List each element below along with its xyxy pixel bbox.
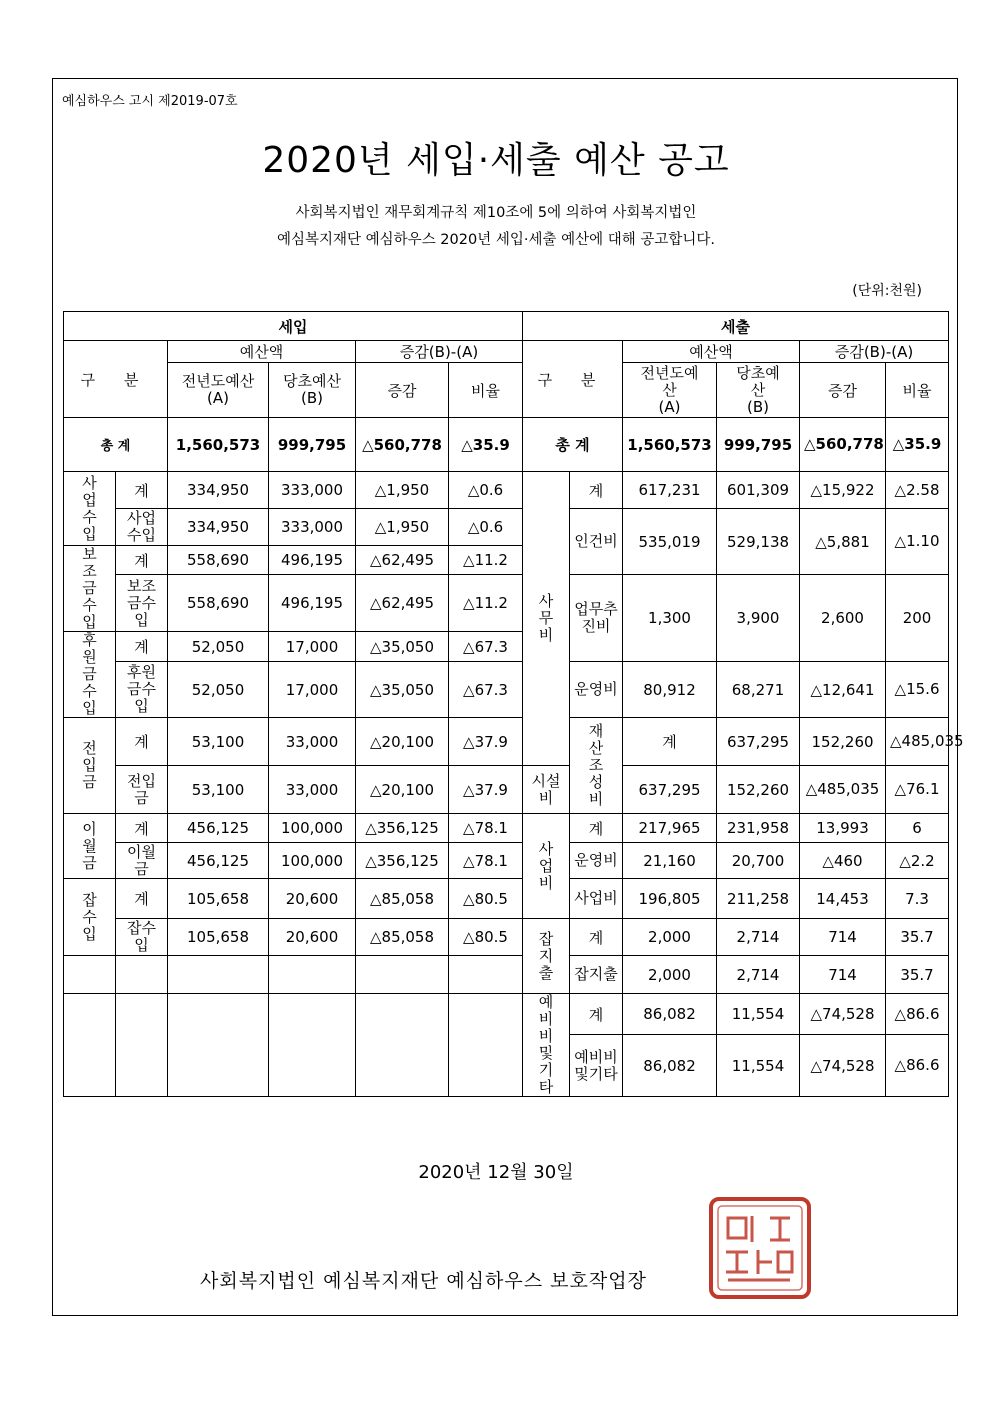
exp-ratio: 200 [886, 575, 949, 662]
exp-ratio: △86.6 [886, 994, 949, 1035]
rev-prev: 53,100 [168, 718, 269, 766]
exp-item-label: 계 [570, 919, 623, 956]
table-row [64, 994, 949, 1035]
exp-item-label: 예비비및기타 [570, 1035, 623, 1097]
exp-change: 14,453 [800, 879, 886, 919]
rev-ratio: △78.1 [449, 814, 523, 843]
exp-prev: 86,082 [623, 1035, 717, 1097]
exp-prev-header: 전년도예 산 (A) [623, 363, 717, 418]
exp-curr: 11,554 [717, 1035, 800, 1097]
rev-prev: 52,050 [168, 662, 269, 718]
exp-group-cell: 예 비 비 및 기 타 [523, 994, 570, 1097]
exp-ratio: 7.3 [886, 879, 949, 919]
rev-change: △35,050 [356, 632, 449, 662]
rev-change: △356,125 [356, 843, 449, 879]
exp-prev: 217,965 [623, 814, 717, 843]
table-row [64, 879, 949, 919]
exp-change-header: 증감 [800, 363, 886, 418]
rev-item-label: 사업수입 [116, 509, 168, 546]
empty-cell [168, 956, 269, 994]
rev-item-label: 계 [116, 879, 168, 919]
rev-prev: 53,100 [168, 766, 269, 814]
exp-curr-header: 당초예 산 (B) [717, 363, 800, 418]
rev-change: △20,100 [356, 718, 449, 766]
empty-cell [269, 994, 356, 1097]
exp-curr: 3,900 [717, 575, 800, 662]
rev-curr: 33,000 [269, 766, 356, 814]
rev-ratio-header: 비율 [449, 363, 523, 418]
exp-group-cell: 사 무 비 [523, 472, 570, 766]
exp-ratio: 35.7 [886, 956, 949, 994]
exp-group-cell: 재 산 조 성 비 [570, 718, 623, 814]
exp-change: △12,641 [800, 662, 886, 718]
exp-curr: 152,260 [717, 766, 800, 814]
rev-ratio: △80.5 [449, 879, 523, 919]
table-row [64, 662, 949, 718]
rev-group-cell: 후 원 금 수 입 [64, 632, 116, 718]
exp-item-label: 업무추진비 [570, 575, 623, 662]
exp-prev: 637,295 [717, 718, 800, 766]
exp-change: △74,528 [800, 994, 886, 1035]
empty-cell [64, 994, 116, 1097]
rev-budget-header: 예산액 [168, 341, 356, 363]
rev-item-label: 계 [116, 814, 168, 843]
exp-ratio: 35.7 [886, 919, 949, 956]
rev-curr: 333,000 [269, 509, 356, 546]
rev-prev: 456,125 [168, 843, 269, 879]
exp-item-label: 운영비 [570, 662, 623, 718]
exp-prev: 21,160 [623, 843, 717, 879]
exp-curr: 2,714 [717, 919, 800, 956]
intro-text [0, 200, 992, 254]
rev-change: △1,950 [356, 472, 449, 509]
header-row-1 [64, 312, 949, 341]
exp-change: 2,600 [800, 575, 886, 662]
rev-item-label: 후원금수입 [116, 662, 168, 718]
table-row [64, 919, 949, 956]
rev-item-label: 잡수입 [116, 919, 168, 956]
seal-glyphs [726, 1216, 792, 1280]
exp-change: △485,035 [800, 766, 886, 814]
rev-item-label: 계 [116, 472, 168, 509]
rev-group-cell: 사 업 수 입 [64, 472, 116, 546]
table-row [64, 575, 949, 632]
empty-cell [64, 956, 116, 994]
exp-total-change: △560,778 [800, 418, 886, 472]
exp-change: △74,528 [800, 1035, 886, 1097]
rev-ratio: △11.2 [449, 546, 523, 575]
rev-ratio: △11.2 [449, 575, 523, 632]
exp-group-cell: 잡 지 출 [523, 919, 570, 994]
exp-ratio: △2.2 [886, 843, 949, 879]
exp-change: △5,881 [800, 509, 886, 575]
rev-total-curr: 999,795 [269, 418, 356, 472]
empty-cell [116, 956, 168, 994]
exp-total-ratio: △35.9 [886, 418, 949, 472]
expense-header: 세출 [523, 312, 949, 341]
exp-prev: 86,082 [623, 994, 717, 1035]
unit-label: (단위:천원) [852, 283, 922, 299]
rev-ratio: △67.3 [449, 662, 523, 718]
rev-total-ratio: △35.9 [449, 418, 523, 472]
rev-change: △62,495 [356, 546, 449, 575]
empty-cell [168, 994, 269, 1097]
exp-curr: 68,271 [717, 662, 800, 718]
rev-total-label: 총 계 [64, 418, 168, 472]
empty-cell [449, 956, 523, 994]
exp-change: 13,993 [800, 814, 886, 843]
notice-number: 예심하우스 고시 제2019-07호 [62, 94, 238, 109]
rev-change: △85,058 [356, 919, 449, 956]
exp-item-label: 잡지출 [570, 956, 623, 994]
exp-item-label: 계 [570, 994, 623, 1035]
rev-item-label: 이월금 [116, 843, 168, 879]
exp-item-label: 계 [570, 472, 623, 509]
rev-curr: 17,000 [269, 662, 356, 718]
exp-curr: 601,309 [717, 472, 800, 509]
exp-curr: 231,958 [717, 814, 800, 843]
rev-change: △356,125 [356, 814, 449, 843]
exp-change: △15,922 [800, 472, 886, 509]
total-row [64, 418, 949, 472]
rev-diff-header: 증감(B)-(A) [356, 341, 523, 363]
exp-prev: 2,000 [623, 919, 717, 956]
exp-prev: 535,019 [623, 509, 717, 575]
rev-prev: 52,050 [168, 632, 269, 662]
exp-curr: 211,258 [717, 879, 800, 919]
rev-category-header: 구 분 [64, 341, 168, 418]
intro-line-1: 사회복지법인 재무회계규칙 제10조에 5에 의하여 사회복지법인 [295, 205, 697, 221]
exp-curr: 11,554 [717, 994, 800, 1035]
rev-item-label: 계 [116, 546, 168, 575]
rev-prev-header: 전년도예산 (A) [168, 363, 269, 418]
exp-diff-header: 증감(B)-(A) [800, 341, 949, 363]
rev-ratio: △67.3 [449, 632, 523, 662]
exp-curr: 2,714 [717, 956, 800, 994]
rev-prev: 105,658 [168, 919, 269, 956]
rev-curr-header: 당초예산 (B) [269, 363, 356, 418]
rev-item-label: 계 [116, 718, 168, 766]
exp-item-label: 계 [623, 718, 717, 766]
empty-cell [356, 994, 449, 1097]
table-row [64, 766, 949, 814]
rev-curr: 496,195 [269, 575, 356, 632]
exp-budget-header: 예산액 [623, 341, 800, 363]
rev-group-cell: 전 입 금 [64, 718, 116, 814]
rev-prev: 558,690 [168, 546, 269, 575]
rev-curr: 20,600 [269, 919, 356, 956]
exp-prev: 637,295 [623, 766, 717, 814]
budget-table [63, 311, 964, 1097]
table-row [64, 814, 949, 843]
rev-curr: 100,000 [269, 843, 356, 879]
rev-ratio: △0.6 [449, 509, 523, 546]
exp-prev: 2,000 [623, 956, 717, 994]
empty-cell [356, 956, 449, 994]
exp-ratio: 6 [886, 814, 949, 843]
exp-total-prev: 1,560,573 [623, 418, 717, 472]
rev-group-cell: 잡 수 입 [64, 879, 116, 956]
exp-item-label: 인건비 [570, 509, 623, 575]
seal-border [711, 1199, 809, 1297]
rev-change: △1,950 [356, 509, 449, 546]
exp-item-label: 사업비 [570, 879, 623, 919]
rev-prev: 105,658 [168, 879, 269, 919]
rev-change: △35,050 [356, 662, 449, 718]
exp-item-label: 시설비 [523, 766, 570, 814]
exp-total-curr: 999,795 [717, 418, 800, 472]
exp-prev: 1,300 [623, 575, 717, 662]
rev-item-label: 전입금 [116, 766, 168, 814]
official-seal [708, 1196, 812, 1300]
rev-ratio: △37.9 [449, 766, 523, 814]
table-row [64, 509, 949, 546]
table-row [64, 472, 949, 509]
exp-group-cell: 사 업 비 [523, 814, 570, 919]
rev-change-header: 증감 [356, 363, 449, 418]
exp-change: 714 [800, 956, 886, 994]
table-row [64, 718, 949, 766]
rev-prev: 334,950 [168, 509, 269, 546]
exp-item-label: 계 [570, 814, 623, 843]
rev-curr: 496,195 [269, 546, 356, 575]
rev-prev: 334,950 [168, 472, 269, 509]
rev-item-label: 보조금수입 [116, 575, 168, 632]
intro-line-2: 예심복지재단 예심하우스 2020년 세입·세출 예산에 대해 공고합니다. [277, 232, 715, 248]
exp-item-label: 운영비 [570, 843, 623, 879]
exp-ratio: △76.1 [886, 766, 949, 814]
table-row [64, 956, 949, 994]
page-title: 2020년 세입·세출 예산 공고 [262, 140, 730, 181]
exp-ratio-header: 비율 [886, 363, 949, 418]
rev-curr: 17,000 [269, 632, 356, 662]
exp-prev: 617,231 [623, 472, 717, 509]
exp-ratio: △86.6 [886, 1035, 949, 1097]
exp-prev: 196,805 [623, 879, 717, 919]
rev-total-prev: 1,560,573 [168, 418, 269, 472]
header-row-2 [64, 341, 949, 363]
rev-change: △20,100 [356, 766, 449, 814]
rev-ratio: △80.5 [449, 919, 523, 956]
issuer-name: 사회복지법인 예심복지재단 예심하우스 보호작업장 [200, 1270, 647, 1292]
exp-category-header: 구 분 [523, 341, 623, 418]
rev-curr: 333,000 [269, 472, 356, 509]
empty-cell [269, 956, 356, 994]
rev-ratio: △0.6 [449, 472, 523, 509]
rev-curr: 100,000 [269, 814, 356, 843]
rev-prev: 456,125 [168, 814, 269, 843]
rev-curr: 33,000 [269, 718, 356, 766]
revenue-header: 세입 [64, 312, 523, 341]
exp-curr: 529,138 [717, 509, 800, 575]
exp-change: 714 [800, 919, 886, 956]
exp-curr: 152,260 [800, 718, 886, 766]
table-row [64, 843, 949, 879]
empty-cell [116, 994, 168, 1097]
announcement-date: 2020년 12월 30일 [418, 1162, 574, 1183]
rev-curr: 20,600 [269, 879, 356, 919]
exp-change: △485,035 [886, 718, 949, 766]
rev-group-cell: 이 월 금 [64, 814, 116, 879]
exp-ratio: △1.10 [886, 509, 949, 575]
exp-curr: 20,700 [717, 843, 800, 879]
rev-change: △62,495 [356, 575, 449, 632]
rev-change: △85,058 [356, 879, 449, 919]
exp-total-label: 총 계 [523, 418, 623, 472]
rev-group-cell: 보 조 금 수 입 [64, 546, 116, 632]
rev-item-label: 계 [116, 632, 168, 662]
exp-prev: 80,912 [623, 662, 717, 718]
exp-change: △460 [800, 843, 886, 879]
header-row-3 [64, 363, 949, 418]
rev-total-change: △560,778 [356, 418, 449, 472]
exp-ratio: △15.6 [886, 662, 949, 718]
empty-cell [449, 994, 523, 1097]
rev-ratio: △37.9 [449, 718, 523, 766]
rev-ratio: △78.1 [449, 843, 523, 879]
exp-ratio: △2.58 [886, 472, 949, 509]
rev-prev: 558,690 [168, 575, 269, 632]
